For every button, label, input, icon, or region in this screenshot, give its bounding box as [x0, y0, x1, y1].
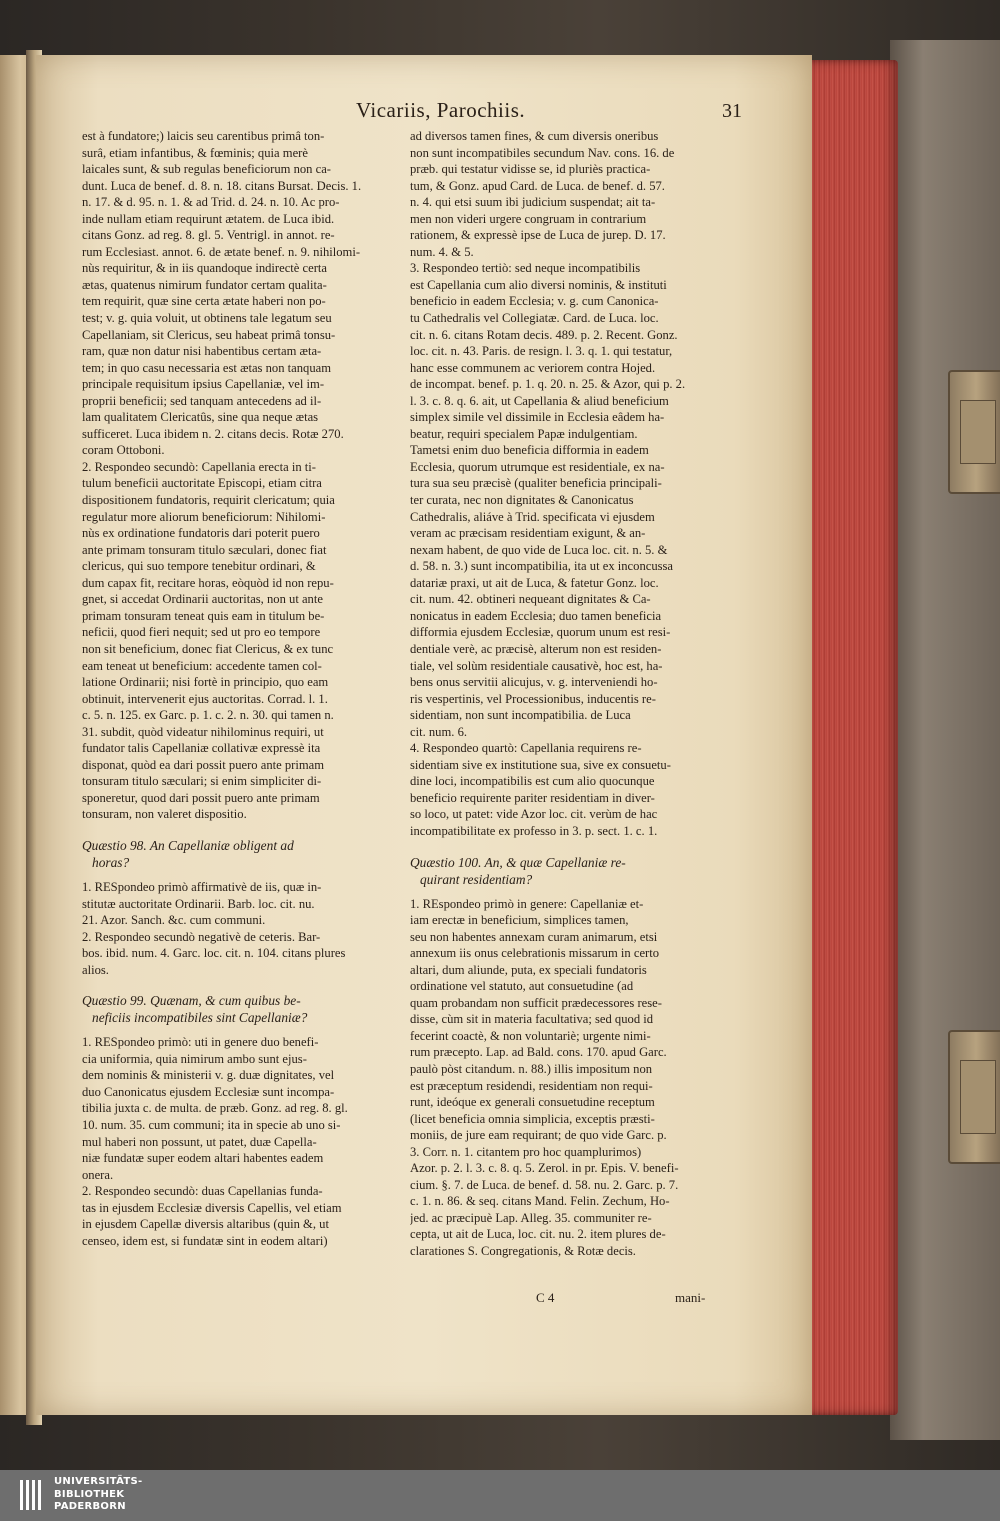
text-line: cepta, ut ait de Luca, loc. cit. nu. 2. item plures de-: [410, 1227, 666, 1242]
text-line: onera.: [82, 1167, 114, 1182]
text-line: neficii, quod fieri nequit; sed ut pro eo tempore: [82, 625, 321, 640]
text-line: nùs ex ordinatione fundatoris dari poterit puero: [82, 526, 320, 541]
text-line: cia uniformia, quia nimirum ambo sunt ejus-: [82, 1051, 307, 1066]
left-column-body: [82, 128, 404, 823]
text-line: tum, & Gonz. apud Card. de Luca. de benef. d. 57.: [410, 178, 665, 193]
text-line: stitutæ auctoritate Ordinarii. Barb. loc. cit. nu.: [82, 896, 315, 911]
text-line: dine loci, incompatibilis est cum alio quocunque: [410, 774, 655, 789]
library-name-line-2: BIBLIOTHEK: [54, 1488, 125, 1500]
text-line: inde nullam etiam requirunt ætatem. de Luca ibid.: [82, 211, 335, 226]
text-line: citans Gonz. ad reg. 8. gl. 5. Ventrigl. in annot. re-: [82, 228, 335, 243]
text-line: cium. §. 7. de Luca. de benef. d. 58. nu. 2. Garc. p. 7.: [410, 1177, 679, 1192]
text-line: tas in ejusdem Ecclesiæ diversis Capellis, vel etiam: [82, 1200, 342, 1215]
text-line: primam tonsuram teneat quis eam in titulum be-: [82, 608, 325, 623]
text-line: incompatibilitate ex professo in 3. p. sect. 1. c. 1.: [410, 823, 658, 838]
text-line: tonsuram titulo sæculari; si enim simpliciter di-: [82, 774, 322, 789]
text-line: disse, cùm sit in materia facultativa; sed quod id: [410, 1012, 654, 1027]
text-line: tonsuram, non valeret dispositio.: [82, 807, 247, 822]
text-line: sufficeret. Luca ibidem n. 2. citans decis. Rotæ 270.: [82, 426, 344, 441]
library-name: [54, 1476, 143, 1514]
text-line: censeo, idem est, si fundatæ sint in eodem altari): [82, 1233, 328, 1248]
text-line: fecerint coactè, & non voluntariè; urgente nimi-: [410, 1028, 651, 1043]
text-line: beneficio in eadem Ecclesia; v. g. cum Canonica-: [410, 294, 659, 309]
text-line: 2. Respondeo secundò: duas Capellanias funda-: [82, 1184, 323, 1199]
text-line: nùs requiritur, & in iis quandoque indirectè certa: [82, 261, 327, 276]
text-line: bos. ibid. num. 4. Garc. loc. cit. n. 104. citans plures: [82, 946, 346, 961]
book-cover: [890, 40, 1000, 1440]
page-number: 31: [722, 100, 742, 122]
text-line: rationem, & expressè ipse de Luca de jurep. D. 17.: [410, 228, 666, 243]
text-line: 2. Respondeo secundò: Capellania erecta in ti-: [82, 459, 316, 474]
question-100-title: Quæstio 100. An, & quæ Capellaniæ re-: [410, 854, 626, 870]
text-line: de incompat. benef. p. 1. q. 20. n. 25. & Azor, qui p. 2.: [410, 377, 686, 392]
text-line: c. 5. n. 125. ex Garc. p. 1. c. 2. n. 30. qui tamen n.: [82, 708, 334, 723]
text-line: 31. subdit, quòd videatur nihilominus requiri, ut: [82, 724, 324, 739]
text-line: lam qualitatem Clericatûs, sine qua neque ætas: [82, 410, 319, 425]
text-line: ter curata, nec non dignitates & Canonicatus: [410, 493, 634, 508]
text-line: tu Cathedralis vel Collegiatæ. Card. de Luca. loc.: [410, 311, 659, 326]
text-line: quam probandam non sufficit prædecessores rese-: [410, 995, 662, 1010]
text-line: n. 4. qui etsi suum ibi judicium suspendat; ait ta-: [410, 195, 656, 210]
text-line: 3. Respondeo tertiò: sed neque incompatibilis: [410, 261, 641, 276]
text-line: gnet, si accedat Ordinarii auctoritas, non ut ante: [82, 592, 323, 607]
text-line: (licet beneficia omnia simplicia, exceptis præsti-: [410, 1111, 655, 1126]
text-line: ris vespertinis, vel Processionibus, inducentis re-: [410, 691, 656, 706]
text-line: dem nominis & ministerii v. g. duæ dignitates, vel: [82, 1068, 335, 1083]
text-line: tulum beneficii auctoritate Episcopi, etiam citra: [82, 476, 322, 491]
question-99-body: [82, 1034, 404, 1249]
text-line: Azor. p. 2. l. 3. c. 8. q. 5. Zerol. in pr. Epis. V. benefi-: [410, 1161, 679, 1176]
text-line: annexum iis onus celebrationis missarum in certo: [410, 946, 660, 961]
text-line: beatur, requiri specialem Papæ indulgentiam.: [410, 426, 638, 441]
text-line: jed. ac præcipuè Lap. Alleg. 35. communiter re-: [410, 1210, 652, 1225]
text-line: rum Ecclesiast. annot. 6. de ætate benef. n. 9. nihilomi-: [82, 244, 361, 259]
text-line: laicales sunt, & sub regulas beneficiorum non ca-: [82, 162, 331, 177]
text-line: tibilia juxta c. de multa. de præb. Gonz. ad reg. 8. gl.: [82, 1101, 348, 1116]
text-line: datariæ praxi, ut ait de Luca, & fatetur Gonz. loc.: [410, 575, 659, 590]
text-line: seu non habentes annexam curam animarum, etsi: [410, 929, 658, 944]
library-footer-bar: [0, 1470, 1000, 1521]
text-line: ordinatione vel statuto, aut consuetudine (ad: [410, 979, 634, 994]
text-line: clericus, qui suo tempore tenebitur ordinari, &: [82, 559, 316, 574]
text-line: Ecclesia, quorum utrumque est residentiale, ex na-: [410, 459, 665, 474]
text-line: 10. num. 35. cum communi; ita in specie ab uno si-: [82, 1117, 341, 1132]
text-line: veram ac præcisam residentiam exigunt, & an-: [410, 526, 646, 541]
text-line: 1. REspondeo primò in genere: Capellaniæ et-: [410, 896, 644, 911]
text-line: l. 3. c. 8. q. 6. ait, ut Capellania & aliud beneficium: [410, 393, 669, 408]
text-line: tem; in quo casu necessaria est ætas non tanquam: [82, 360, 332, 375]
text-line: est à fundatore;) laicis seu carentibus primâ ton-: [82, 129, 325, 143]
text-line: iam erectæ in beneficium, simplices tamen,: [410, 913, 629, 928]
text-line: dispositionem fundatoris, requirit clericatum; quia: [82, 493, 335, 508]
left-text-column: [82, 128, 404, 1249]
text-line: tem requirit, quæ sine certa ætate haberi non po-: [82, 294, 326, 309]
text-line: eam teneat ut beneficium: accedente tamen col-: [82, 658, 322, 673]
text-line: men non videri urgere congruam in contrarium: [410, 211, 647, 226]
text-line: sponeretur, quod dari possit puero ante primam: [82, 790, 320, 805]
text-line: nexam habent, de quo vide de Luca loc. cit. n. 5. &: [410, 542, 668, 557]
text-line: duo Canonicatus ejusdem Ecclesiæ sunt incompa-: [82, 1084, 335, 1099]
text-line: cit. num. 6.: [410, 724, 468, 739]
text-line: non sit beneficium, donec fiat Clericus, & ex tunc: [82, 641, 334, 656]
text-line: c. 1. n. 86. & seq. citans Mand. Felin. Zechum, Ho-: [410, 1194, 670, 1209]
text-line: difformia ejusdem Ecclesiæ, quorum unum est resi-: [410, 625, 671, 640]
text-line: niæ fundatæ super eodem altari habentes eadem: [82, 1151, 324, 1166]
text-line: dentiale verè, ac præcisè, alterum non est residen-: [410, 641, 662, 656]
text-line: surâ, etiam infantibus, & fœminis; quia merè: [82, 145, 308, 160]
text-line: d. 58. n. 3.) sunt incompatibilia, ita ut ex inconcussa: [410, 559, 674, 574]
brass-clasp-upper: [948, 370, 1000, 494]
text-line: fundator talis Capellaniæ collativæ expressè ita: [82, 741, 321, 756]
text-line: Cathedralis, aliáve à Trid. specificata vi ejusdem: [410, 509, 655, 524]
text-line: 4. Respondeo quartò: Capellania requirens re-: [410, 741, 642, 756]
question-98-title: Quæstio 98. An Capellaniæ obligent ad: [82, 837, 294, 853]
text-line: ætas, quatenus nimirum fundator certam qualita-: [82, 277, 327, 292]
library-name-line-3: PADERBORN: [54, 1501, 126, 1512]
text-line: præb. qui testatur vidisse se, id pluriès practica-: [410, 162, 651, 177]
text-line: cit. num. 42. obtineri nequeant dignitates & Ca-: [410, 592, 651, 607]
text-line: alios.: [82, 962, 109, 977]
text-line: loc. cit. n. 43. Paris. de resign. l. 3. q. 1. qui testatur,: [410, 344, 673, 359]
question-98-body: [82, 879, 404, 978]
text-line: n. 17. & d. 95. n. 1. & ad Trid. d. 24. n. 10. Ac pro-: [82, 195, 340, 210]
text-line: bens onus servitii alicujus, v. g. interveniendi ho-: [410, 675, 658, 690]
text-line: in ejusdem Capellæ diversis altaribus (quin &, ut: [82, 1217, 329, 1232]
text-line: clarationes S. Congregationis, & Rotæ decis.: [410, 1244, 636, 1258]
catchword: mani-: [675, 1290, 706, 1305]
text-line: principale requisitum ipsius Capellaniæ, vel im-: [82, 377, 325, 392]
text-line: 1. RESpondeo primò: uti in genere duo benefi-: [82, 1035, 319, 1050]
question-99-title: Quæstio 99. Quænam, & cum quibus be-: [82, 993, 301, 1009]
text-line: dunt. Luca de benef. d. 8. n. 18. citans Bursat. Decis. 1.: [82, 178, 362, 193]
text-line: ante primam tonsuram titulo sæculari, donec fiat: [82, 542, 327, 557]
text-line: nonicatus in eadem Ecclesia; duo tamen beneficia: [410, 608, 662, 623]
text-line: 2. Respondeo secundò negativè de ceteris. Bar-: [82, 929, 321, 944]
text-line: test; v. g. quia voluit, ut obtinens tale legatum seu: [82, 311, 332, 326]
library-logo-icon: [20, 1480, 46, 1510]
text-line: ram, quæ non datur nisi habentibus certam æta-: [82, 344, 322, 359]
text-line: cit. n. 6. citans Rotam decis. 489. p. 2. Recent. Gonz.: [410, 327, 678, 342]
question-98-title-cont: horas?: [92, 854, 130, 870]
question-100-body: [410, 896, 732, 1260]
library-name-line-1: UNIVERSITÄTS-: [54, 1476, 143, 1487]
right-column-body: [410, 128, 732, 840]
text-line: sidentiam, non sunt incompatibilia. de Luca: [410, 708, 631, 723]
text-line: non sunt incompatibiles secundum Nav. cons. 16. de: [410, 145, 675, 160]
text-line: proprii beneficii; sed tanquam antecedens ad il-: [82, 393, 322, 408]
text-line: paulò pòst citandum. n. 88.) illis impositum non: [410, 1061, 653, 1076]
text-line: ad diversos tamen fines, & cum diversis oneribus: [410, 129, 659, 143]
running-head: [36, 98, 812, 128]
text-line: est Capellania cum alio diversi nominis, & instituti: [410, 277, 667, 292]
text-line: coram Ottoboni.: [82, 443, 165, 458]
text-line: moniis, de jure eam requirant; de quo vide Garc. p.: [410, 1128, 667, 1143]
text-line: Capellaniam, sit Clericus, seu habeat primâ tonsu-: [82, 327, 336, 342]
page-footer-line: [410, 1290, 732, 1308]
text-line: rum præcepto. Lap. ad Bald. cons. 170. apud Garc.: [410, 1045, 667, 1060]
text-line: 21. Azor. Sanch. &c. cum communi.: [82, 913, 266, 928]
text-line: hanc esse communem ac veriorem contra Hojed.: [410, 360, 656, 375]
text-line: est præceptum residendi, residentiam non requi-: [410, 1078, 653, 1093]
text-line: dum capax fit, recitare horas, eòquòd id non repu-: [82, 575, 334, 590]
text-line: num. 4. & 5.: [410, 244, 474, 259]
brass-clasp-lower: [948, 1030, 1000, 1164]
question-99-title-cont: neficiis incompatibiles sint Capellaniæ?: [92, 1010, 308, 1026]
text-line: obtinuit, intervenerit ejus auctoritas. Corrad. l. 1.: [82, 691, 328, 706]
text-line: Tametsi enim duo beneficia difformia in eadem: [410, 443, 649, 458]
text-line: tiale, vel solùm residentiale causativè, hoc est, ha-: [410, 658, 663, 673]
text-line: altari, dum aliunde, puta, ex speciali fundatoris: [410, 962, 647, 977]
text-line: regulatur more aliorum beneficiorum: Nihilomi-: [82, 509, 326, 524]
text-line: 1. RESpondeo primò affirmativè de iis, quæ in-: [82, 879, 322, 894]
gathering-signature: C 4: [536, 1290, 555, 1305]
text-line: tura sua seu præcisè (qualiter beneficia principali-: [410, 476, 662, 491]
text-line: so loco, ut patet: vide Azor loc. cit. verùm de hac: [410, 807, 658, 822]
text-line: disponat, quòd ea dari possit puero ante primam: [82, 757, 325, 772]
text-line: latione Ordinarii; nisi fortè in principio, quo eam: [82, 675, 329, 690]
running-head-title: Vicariis, Parochiis.: [356, 98, 526, 122]
text-line: sidentiam sive ex institutione sua, sive ex consuetu-: [410, 757, 671, 772]
text-line: beneficio requirente pariter residentiam in diver-: [410, 790, 655, 805]
right-text-column: [410, 128, 732, 1260]
text-line: mul haberi non possunt, ut patet, duæ Capella-: [82, 1134, 317, 1149]
text-line: simplex simile vel dissimile in Ecclesia eâdem ha-: [410, 410, 665, 425]
text-line: 3. Corr. n. 1. citantem pro hoc quamplurimos): [410, 1144, 642, 1159]
question-100-title-cont: quirant residentiam?: [420, 871, 533, 887]
red-page-edges: [806, 60, 898, 1415]
text-line: runt, ideóque ex generali consuetudine receptum: [410, 1095, 655, 1110]
